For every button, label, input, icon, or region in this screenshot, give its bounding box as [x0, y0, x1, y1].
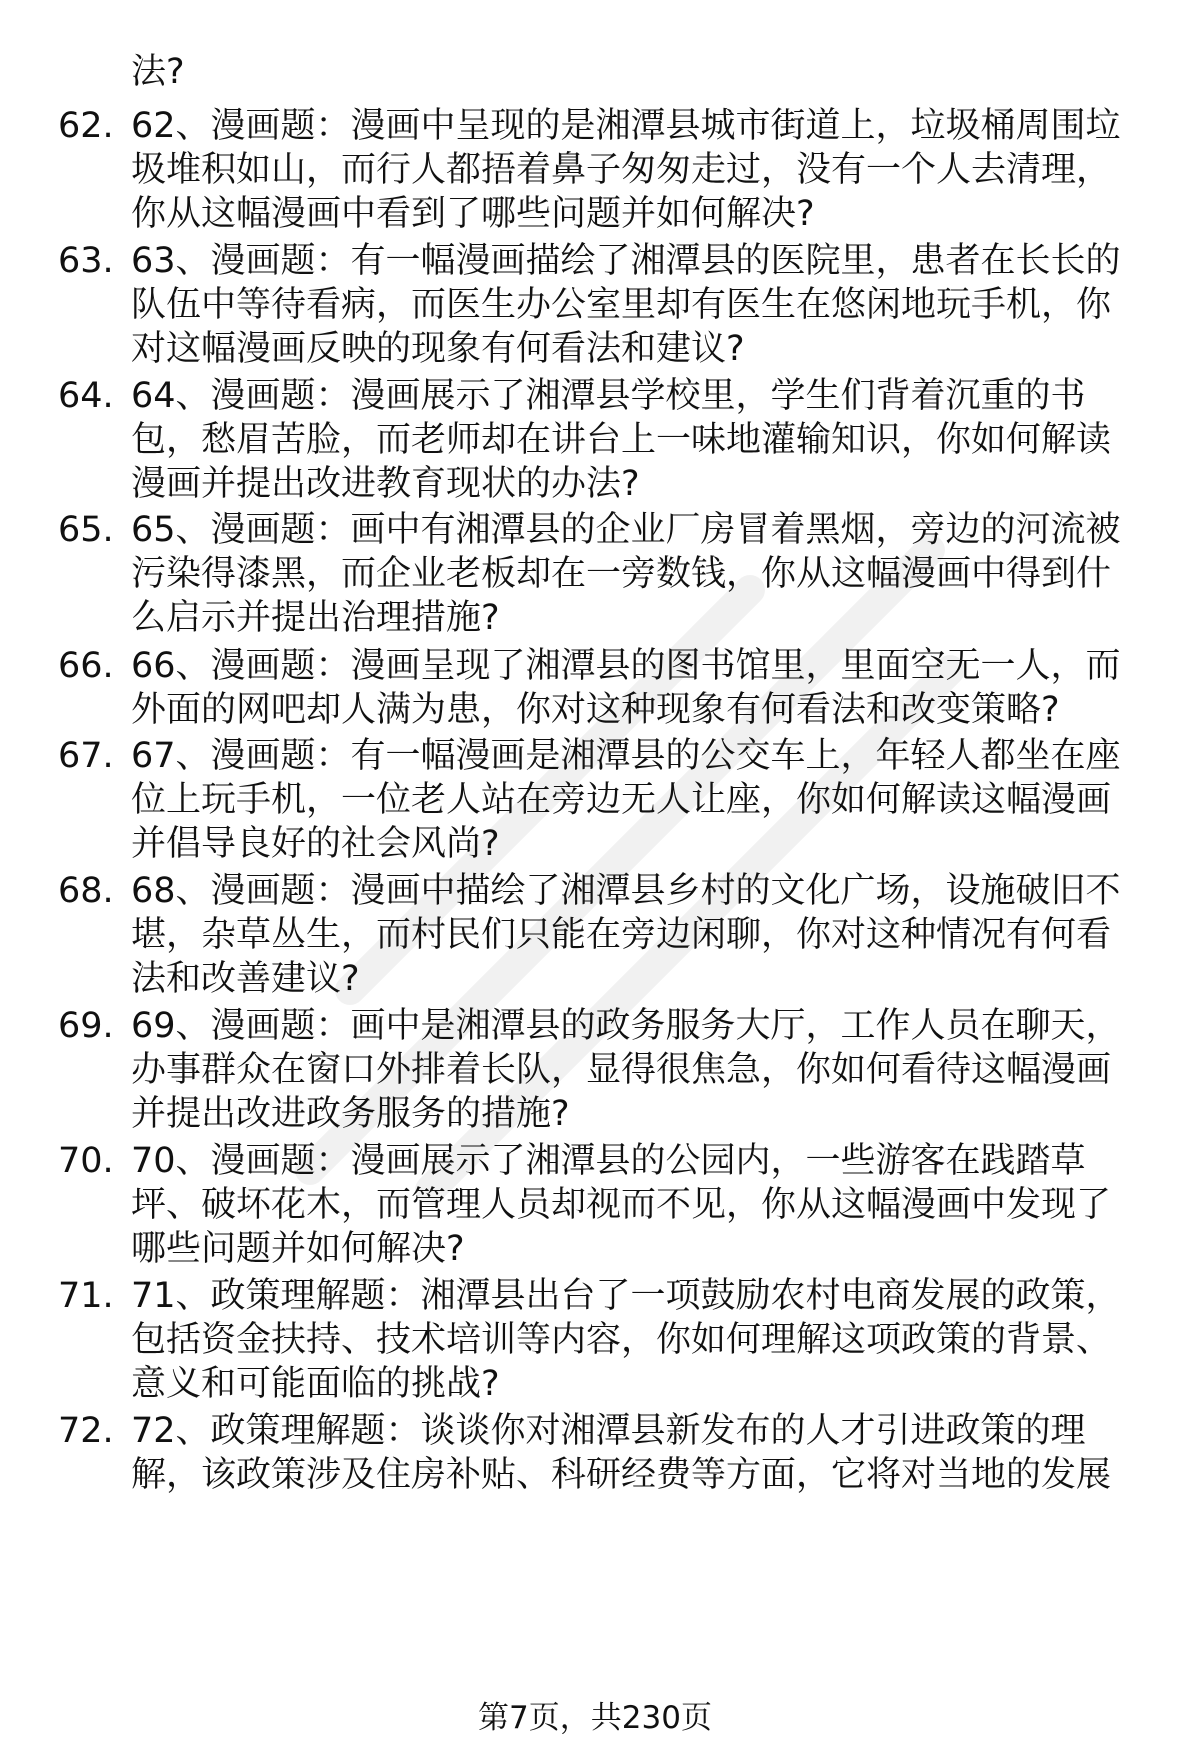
- item-text-line: 你从这幅漫画中看到了哪些问题并如何解决?: [131, 194, 815, 234]
- item-text-line: 64、漫画题：漫画展示了湘潭县学校里，学生们背着沉重的书: [131, 376, 1086, 416]
- item-text-line: 70、漫画题：漫画展示了湘潭县的公园内，一些游客在践踏草: [131, 1141, 1086, 1181]
- item-text-line: 办事群众在窗口外排着长队，显得很焦急，你如何看待这幅漫画: [131, 1050, 1112, 1090]
- item-text-line: 污染得漆黑，而企业老板却在一旁数钱，你从这幅漫画中得到什: [131, 554, 1112, 594]
- item-text-line: 包括资金扶持、技术培训等内容，你如何理解这项政策的背景、: [131, 1320, 1112, 1360]
- item-text-line: 位上玩手机，一位老人站在旁边无人让座，你如何解读这幅漫画: [131, 780, 1112, 820]
- item-number: 68.: [58, 871, 114, 911]
- item-text-line: 包，愁眉苦脸，而老师却在讲台上一味地灌输知识，你如何解读: [131, 420, 1112, 460]
- item-number: 62.: [58, 106, 114, 146]
- item-number: 63.: [58, 241, 114, 281]
- item-text-line: 67、漫画题：有一幅漫画是湘潭县的公交车上，年轻人都坐在座: [131, 736, 1121, 776]
- item-text-line: 坪、破坏花木，而管理人员却视而不见，你从这幅漫画中发现了: [131, 1185, 1112, 1225]
- item-text-line: 哪些问题并如何解决?: [131, 1229, 465, 1269]
- item-text-line: 66、漫画题：漫画呈现了湘潭县的图书馆里，里面空无一人，而: [131, 646, 1121, 686]
- item-text-line: 队伍中等待看病，而医生办公室里却有医生在悠闲地玩手机，你: [131, 285, 1112, 325]
- item-number: 70.: [58, 1141, 114, 1181]
- item-text-line: 68、漫画题：漫画中描绘了湘潭县乡村的文化广场，设施破旧不: [131, 871, 1121, 911]
- item-number: 66.: [58, 646, 114, 686]
- item-text-line: 解，该政策涉及住房补贴、科研经费等方面，它将对当地的发展: [131, 1455, 1112, 1495]
- item-text-line: 堪，杂草丛生，而村民们只能在旁边闲聊，你对这种情况有何看: [131, 915, 1112, 955]
- item-number: 65.: [58, 510, 114, 550]
- item-text-line: 65、漫画题：画中有湘潭县的企业厂房冒着黑烟，旁边的河流被: [131, 510, 1121, 550]
- item-text-line: 72、政策理解题：谈谈你对湘潭县新发布的人才引进政策的理: [131, 1411, 1086, 1451]
- item-number: 72.: [58, 1411, 114, 1451]
- item-number: 69.: [58, 1006, 114, 1046]
- item-text-line: 外面的网吧却人满为患，你对这种现象有何看法和改变策略?: [131, 690, 1060, 730]
- item-number: 64.: [58, 376, 114, 416]
- item-text-line: 么启示并提出治理措施?: [131, 598, 500, 638]
- item-text-line: 并倡导良好的社会风尚?: [131, 824, 500, 864]
- item-text-line: 圾堆积如山，而行人都捂着鼻子匆匆走过，没有一个人去清理，: [131, 150, 1112, 190]
- item-number: 71.: [58, 1276, 114, 1316]
- item-text-line: 62、漫画题：漫画中呈现的是湘潭县城市街道上，垃圾桶周围垃: [131, 106, 1121, 146]
- item-number: 67.: [58, 736, 114, 776]
- item-text-line: 法和改善建议?: [131, 959, 360, 999]
- item-text-line: 漫画并提出改进教育现状的办法?: [131, 464, 640, 504]
- continued-text: 法?: [131, 52, 185, 92]
- page-footer: 第7页，共230页: [478, 1700, 712, 1736]
- item-text-line: 71、政策理解题：湘潭县出台了一项鼓励农村电商发展的政策，: [131, 1276, 1121, 1316]
- item-text-line: 并提出改进政务服务的措施?: [131, 1094, 570, 1134]
- item-text-line: 意义和可能面临的挑战?: [131, 1364, 500, 1404]
- item-text-line: 63、漫画题：有一幅漫画描绘了湘潭县的医院里，患者在长长的: [131, 241, 1121, 281]
- item-text-line: 69、漫画题：画中是湘潭县的政务服务大厅，工作人员在聊天，: [131, 1006, 1121, 1046]
- item-text-line: 对这幅漫画反映的现象有何看法和建议?: [131, 329, 745, 369]
